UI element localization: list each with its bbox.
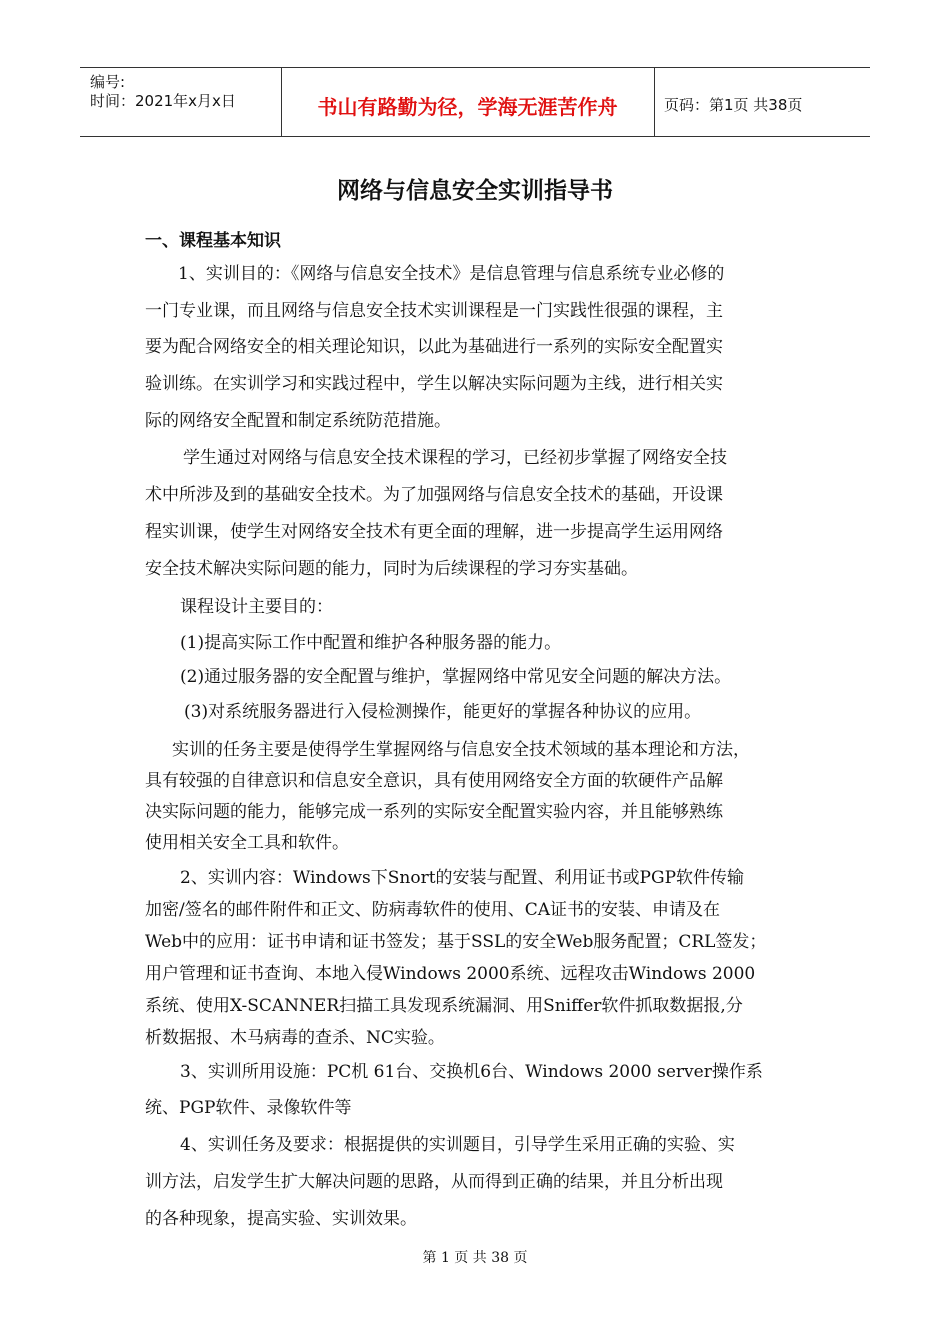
body-line: 学生通过对网络与信息安全技术课程的学习，已经初步掌握了网络安全技 <box>183 448 727 468</box>
body-line: 程实训课，使学生对网络安全技术有更全面的理解，进一步提高学生运用网络 <box>145 522 723 542</box>
motto-text: 书山有路勤为径，学海无涯苦作舟 <box>317 95 618 119</box>
body-line: (3)对系统服务器进行入侵检测操作，能更好的掌握各种协议的应用。 <box>184 702 702 722</box>
body-line: 具有较强的自律意识和信息安全意识，具有使用网络安全方面的软硬件产品解 <box>145 771 723 791</box>
body-line: 2、实训内容：Windows下Snort的安装与配置、利用证书或PGP软件传输 <box>180 868 745 888</box>
body-line: (1)提高实际工作中配置和维护各种服务器的能力。 <box>180 633 562 653</box>
body-line: 决实际问题的能力，能够完成一系列的实际安全配置实验内容，并且能够熟练 <box>145 802 723 822</box>
page-header <box>80 67 870 137</box>
number-label: 编号: <box>90 73 126 91</box>
body-line: 用户管理和证书查询、本地入侵Windows 2000系统、远程攻击Windows 2000 <box>145 964 756 984</box>
date-label: 时间：2021年x月x日 <box>90 92 236 110</box>
document-title: 网络与信息安全实训指导书 <box>337 178 613 204</box>
body-line: 析数据报、木马病毒的查杀、NC实验。 <box>145 1028 445 1048</box>
body-line: 要为配合网络安全的相关理论知识，以此为基础进行一系列的实际安全配置实 <box>145 337 723 357</box>
header-motto-cell <box>281 68 655 136</box>
body-line: 3、实训所用设施：PC机 61台、交换机6台、Windows 2000 server操作系 <box>180 1062 763 1082</box>
body-line: 安全技术解决实际问题的能力，同时为后续课程的学习夯实基础。 <box>145 559 638 579</box>
page-footer: 第 1 页 共 38 页 <box>422 1250 528 1266</box>
page-info: 页码：第1页 共38页 <box>664 96 803 114</box>
body-line: 加密/签名的邮件附件和正文、防病毒软件的使用、CA证书的安装、申请及在 <box>145 900 721 920</box>
header-page-cell <box>654 68 870 136</box>
body-line: 术中所涉及到的基础安全技术。为了加强网络与信息安全技术的基础，开设课 <box>145 485 723 505</box>
body-line: Web中的应用：证书申请和证书签发；基于SSL的安全Web服务配置；CRL签发； <box>145 932 767 952</box>
body-line: 的各种现象，提高实验、实训效果。 <box>145 1209 417 1229</box>
body-line: 实训的任务主要是使得学生掌握网络与信息安全技术领域的基本理论和方法， <box>172 740 750 760</box>
body-line: 课程设计主要目的： <box>180 597 333 617</box>
body-line: 际的网络安全配置和制定系统防范措施。 <box>145 411 451 431</box>
body-line: 统、PGP软件、录像软件等 <box>145 1098 352 1118</box>
body-line: 系统、使用X-SCANNER扫描工具发现系统漏洞、用Sniffer软件抓取数据报,分 <box>145 996 743 1016</box>
body-line: (2)通过服务器的安全配置与维护，掌握网络中常见安全问题的解决方法。 <box>180 667 732 687</box>
body-line: 验训练。在实训学习和实践过程中，学生以解决实际问题为主线，进行相关实 <box>145 374 723 394</box>
body-line: 一门专业课，而且网络与信息安全技术实训课程是一门实践性很强的课程，主 <box>145 301 723 321</box>
body-line: 训方法，启发学生扩大解决问题的思路，从而得到正确的结果，并且分析出现 <box>145 1172 723 1192</box>
header-left-cell <box>80 68 282 136</box>
section-heading: 一、课程基本知识 <box>145 231 281 251</box>
body-line: 1、实训目的：《网络与信息安全技术》是信息管理与信息系统专业必修的 <box>178 264 725 284</box>
body-line: 4、实训任务及要求：根据提供的实训题目，引导学生采用正确的实验、实 <box>180 1135 735 1155</box>
body-line: 使用相关安全工具和软件。 <box>145 833 349 853</box>
